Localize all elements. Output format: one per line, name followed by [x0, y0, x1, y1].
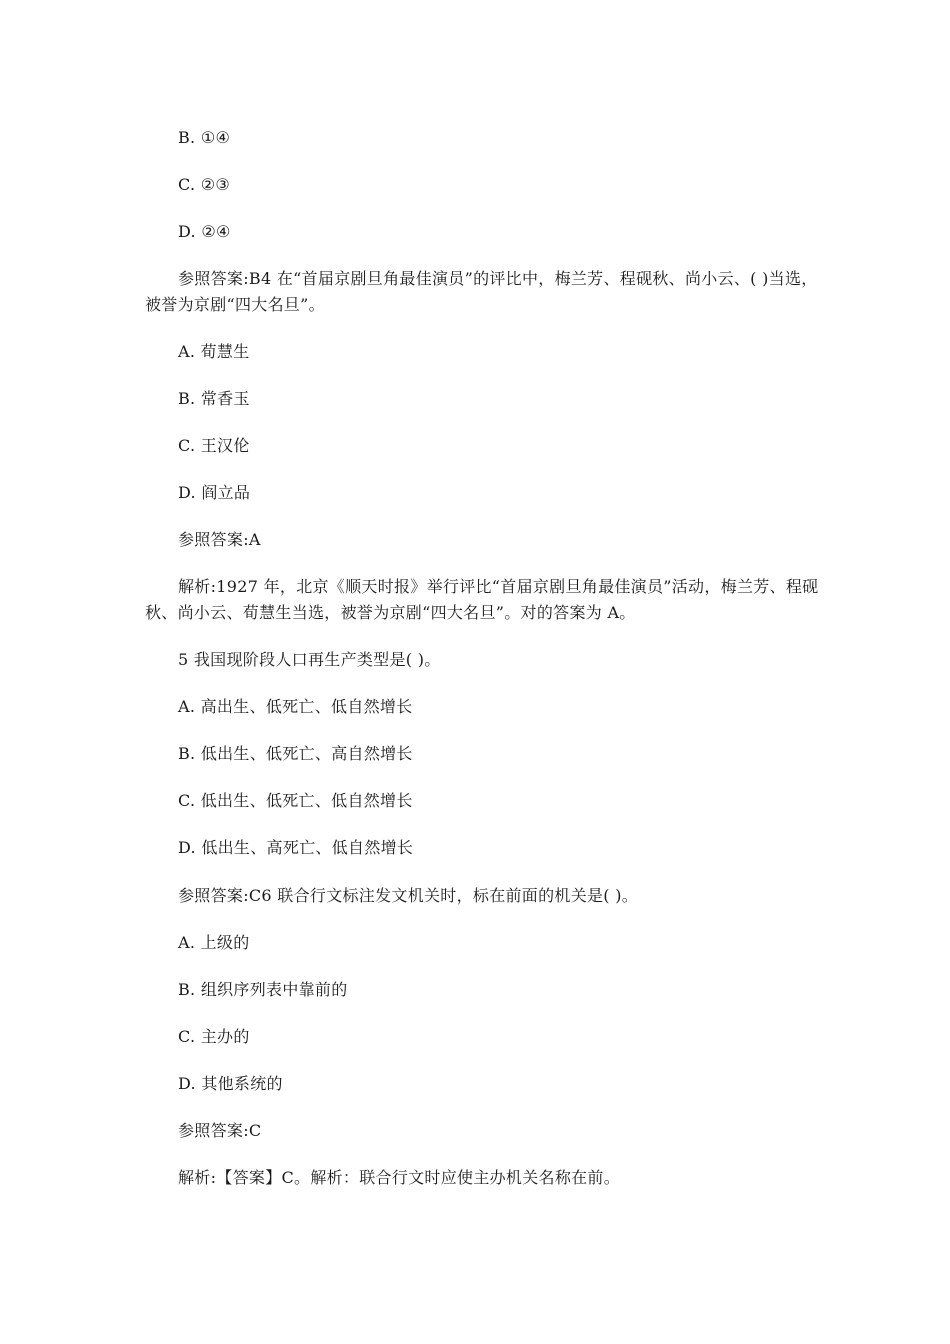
option-d-line: D. ②④: [178, 222, 231, 241]
q4-option-b: B. 常香玉: [178, 389, 250, 408]
question-5: 5 我国现阶段人口再生产类型是( )。: [178, 650, 441, 669]
q6-option-d: D. 其他系统的: [178, 1074, 283, 1093]
answer-and-question-4: 参照答案:B4 在“首届京剧旦角最佳演员”的评比中，梅兰芳、程砚秋、尚小云、( )当选，被誉为京剧“四大名旦”。: [145, 269, 818, 314]
q6-explanation: 解析:【答案】C。解析：联合行文时应使主办机关名称在前。: [178, 1168, 621, 1187]
q6-option-a: A. 上级的: [178, 933, 250, 952]
q4-option-a: A. 荀慧生: [178, 342, 250, 361]
q4-answer: 参照答案:A: [178, 530, 261, 549]
q5-option-d: D. 低出生、高死亡、低自然增长: [178, 838, 414, 857]
q5-option-b: B. 低出生、低死亡、高自然增长: [178, 744, 413, 763]
q6-option-b: B. 组织序列表中靠前的: [178, 980, 348, 999]
q6-answer: 参照答案:C: [178, 1121, 262, 1140]
q4-option-c: C. 王汉伦: [178, 436, 250, 455]
option-c-line: C. ②③: [178, 175, 231, 194]
q5-option-a: A. 高出生、低死亡、低自然增长: [178, 697, 413, 716]
q6-option-c: C. 主办的: [178, 1027, 250, 1046]
option-b-line: B. ①④: [178, 128, 231, 147]
q4-explanation: 解析:1927 年，北京《顺天时报》举行评比“首届京剧旦角最佳演员”活动，梅兰芳、程砚秋、尚小云、荀慧生当选，被誉为京剧“四大名旦”。对的答案为 A。: [145, 577, 819, 622]
q4-option-d: D. 阎立品: [178, 483, 251, 502]
q5-option-c: C. 低出生、低死亡、低自然增长: [178, 791, 413, 810]
q5-answer-and-question-6: 参照答案:C6 联合行文标注发文机关时，标在前面的机关是( )。: [178, 886, 639, 905]
